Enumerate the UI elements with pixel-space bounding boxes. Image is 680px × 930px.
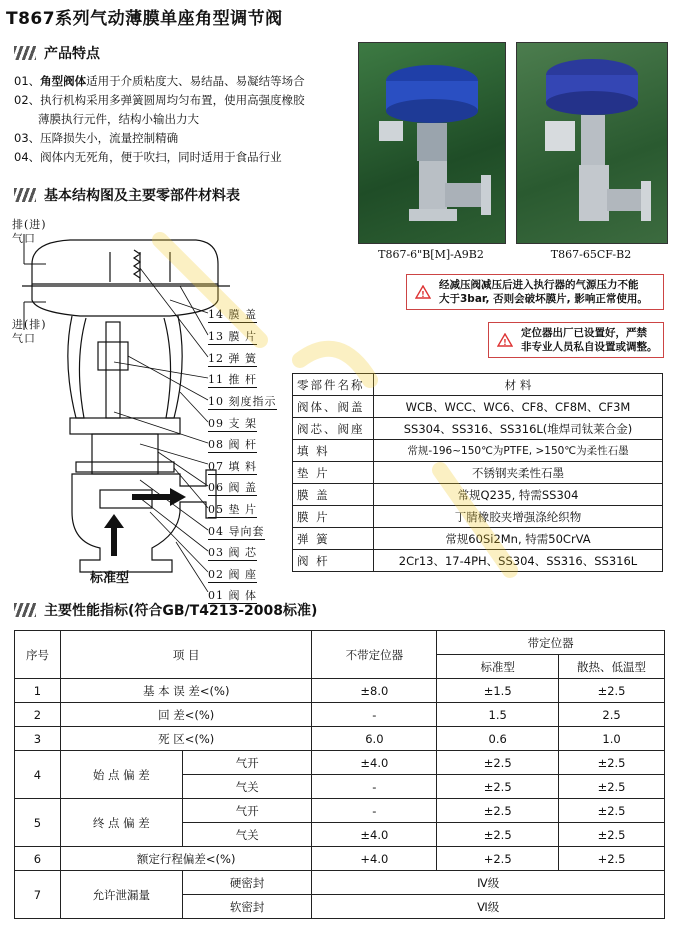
feature-item: 薄膜执行元件，结构小输出力大 <box>38 112 199 126</box>
table-cell: 膜 盖 <box>293 484 374 506</box>
part-label: 08 阀 杆 <box>208 438 257 451</box>
materials-table <box>292 373 663 572</box>
product-photo-2 <box>516 42 668 244</box>
feature-item: 01、角型阀体适用于介质粘度大、易结晶、易凝结等场合 <box>14 74 305 88</box>
table-cell: 垫 片 <box>293 462 374 484</box>
table-cell: 死 区<(%) <box>60 727 312 751</box>
section-header-features <box>14 43 100 63</box>
table-cell: ±1.5 <box>437 679 559 703</box>
section-marker-icon <box>14 46 36 60</box>
table-cell: Ⅵ级 <box>312 895 665 919</box>
section-marker-icon <box>14 188 36 202</box>
table-row <box>293 550 663 572</box>
table-row <box>15 679 665 703</box>
part-label: 07 填 料 <box>208 460 257 473</box>
table-cell: 3 <box>15 727 61 751</box>
table-header-cell: 项 目 <box>60 631 312 679</box>
table-cell: 2.5 <box>559 703 665 727</box>
photo-caption-2: T867-65CF-B2 <box>550 248 632 261</box>
table-cell: +2.5 <box>437 847 559 871</box>
table-header-row <box>293 374 663 396</box>
table-header-cell: 序号 <box>15 631 61 679</box>
table-cell: 常规Q235, 特需SS304 <box>374 484 663 506</box>
table-cell: 1.0 <box>559 727 665 751</box>
table-cell: WCB、WCC、WC6、CF8、CF8M、CF3M <box>374 396 663 418</box>
table-cell: 6.0 <box>312 727 437 751</box>
table-cell: 4 <box>15 751 61 799</box>
table-header-row <box>15 631 665 655</box>
svg-text:!: ! <box>503 338 507 347</box>
table-cell: 阀芯、阀座 <box>293 418 374 440</box>
model-label: 标准型 <box>90 571 130 586</box>
section-title: 基本结构图及主要零部件材料表 <box>44 188 240 204</box>
table-cell: 阀体、阀盖 <box>293 396 374 418</box>
part-label: 05 垫 片 <box>208 503 257 516</box>
part-label: 14 膜 盖 <box>208 308 257 321</box>
table-row <box>293 484 663 506</box>
table-cell: 0.6 <box>437 727 559 751</box>
warning-icon <box>497 333 513 347</box>
table-row <box>293 396 663 418</box>
table-row <box>293 462 663 484</box>
table-cell: +4.0 <box>312 847 437 871</box>
table-cell: SS304、SS316、SS316L(堆焊司钛莱合金) <box>374 418 663 440</box>
feature-item: 03、压降损失小，流量控制精确 <box>14 131 179 145</box>
table-cell: - <box>312 799 437 823</box>
warning-box-pressure: ! 经减压阀减压后进入执行器的气源压力不能 大于3bar, 否则会破坏膜片, 影响正常使用。 <box>406 274 664 310</box>
table-row <box>293 418 663 440</box>
table-cell: 硬密封 <box>182 871 312 895</box>
table-cell: 常规-196~150℃为PTFE, >150℃为柔性石墨 <box>374 440 663 462</box>
inlet-port-label: 进(排) 气口 <box>12 318 47 345</box>
table-cell: ±2.5 <box>559 823 665 847</box>
part-label: 06 阀 盖 <box>208 481 257 494</box>
table-cell: ±2.5 <box>559 775 665 799</box>
section-marker-icon <box>14 603 36 617</box>
table-cell: 气关 <box>182 775 312 799</box>
table-cell: 1.5 <box>437 703 559 727</box>
table-row <box>293 440 663 462</box>
table-cell: 额定行程偏差<(%) <box>60 847 312 871</box>
table-cell: 气开 <box>182 751 312 775</box>
table-row <box>15 751 665 775</box>
table-row <box>15 871 665 895</box>
table-cell: - <box>312 775 437 799</box>
table-cell: 2 <box>15 703 61 727</box>
table-cell: 常规60Si2Mn, 特需50CrVA <box>374 528 663 550</box>
warning-box-positioner: ! 定位器出厂已设置好，严禁 非专业人员私自设置或调整。 <box>488 322 664 358</box>
table-row <box>293 528 663 550</box>
feature-item: 02、执行机构采用多弹簧圆周均匀布置，使用高强度橡胶 <box>14 93 305 107</box>
table-header-cell: 带定位器 <box>437 631 665 655</box>
product-photo-1 <box>358 42 506 244</box>
table-cell: ±2.5 <box>437 775 559 799</box>
feature-list <box>14 72 305 167</box>
table-cell: 6 <box>15 847 61 871</box>
table-header-cell: 散热、低温型 <box>559 655 665 679</box>
table-cell: ±4.0 <box>312 751 437 775</box>
part-label: 01 阀 体 <box>208 589 257 602</box>
table-row <box>293 506 663 528</box>
photo-caption-1: T867-6"B[M]-A9B2 <box>378 248 484 261</box>
table-cell: 气开 <box>182 799 312 823</box>
table-cell: ±2.5 <box>559 679 665 703</box>
page-title: T867系列气动薄膜单座角型调节阀 <box>6 9 283 29</box>
table-cell: ±8.0 <box>312 679 437 703</box>
table-cell: 回 差<(%) <box>60 703 312 727</box>
table-cell: 丁腈橡胶夹增强涤纶织物 <box>374 506 663 528</box>
table-cell: 弹 簧 <box>293 528 374 550</box>
part-label: 02 阀 座 <box>208 568 257 581</box>
part-label: 13 膜 片 <box>208 330 257 343</box>
table-cell: - <box>312 703 437 727</box>
table-cell: 7 <box>15 871 61 919</box>
table-row <box>15 703 665 727</box>
table-row <box>15 847 665 871</box>
table-cell: +2.5 <box>559 847 665 871</box>
performance-table <box>14 630 665 919</box>
table-cell: 基 本 误 差<(%) <box>60 679 312 703</box>
table-cell: ±2.5 <box>559 751 665 775</box>
valve-photo-illustration <box>517 43 667 243</box>
table-cell: 5 <box>15 799 61 847</box>
table-header-cell: 材 料 <box>374 374 663 396</box>
table-cell: 膜 片 <box>293 506 374 528</box>
table-row <box>15 799 665 823</box>
table-cell: 始 点 偏 差 <box>60 751 182 799</box>
section-title: 主要性能指标(符合GB/T4213-2008标准) <box>44 603 318 619</box>
table-cell: ±2.5 <box>437 823 559 847</box>
table-cell: 1 <box>15 679 61 703</box>
part-label: 12 弹 簧 <box>208 352 257 365</box>
table-cell: ±2.5 <box>559 799 665 823</box>
table-header-cell: 零部件名称 <box>293 374 374 396</box>
section-header-structure <box>14 185 240 205</box>
table-cell: 2Cr13、17-4PH、SS304、SS316、SS316L <box>374 550 663 572</box>
valve-photo-illustration <box>359 43 505 243</box>
part-label: 04 导向套 <box>208 525 265 538</box>
exhaust-port-label: 排(进) 气口 <box>12 218 47 245</box>
table-header-cell: 不带定位器 <box>312 631 437 679</box>
table-cell: 不锈钢夹柔性石墨 <box>374 462 663 484</box>
table-cell: 允许泄漏量 <box>60 871 182 919</box>
table-row <box>15 727 665 751</box>
part-label: 09 支 架 <box>208 417 257 430</box>
table-cell: 填 料 <box>293 440 374 462</box>
section-header-performance <box>14 600 317 620</box>
feature-item: 04、阀体内无死角，便于吹扫，同时适用于食品行业 <box>14 150 282 164</box>
section-title: 产品特点 <box>44 46 100 62</box>
table-header-cell: 标准型 <box>437 655 559 679</box>
table-cell: ±2.5 <box>437 799 559 823</box>
warning-icon <box>415 285 431 299</box>
svg-text:!: ! <box>421 290 425 299</box>
part-label: 03 阀 芯 <box>208 546 257 559</box>
table-cell: 终 点 偏 差 <box>60 799 182 847</box>
table-cell: 气关 <box>182 823 312 847</box>
table-cell: Ⅳ级 <box>312 871 665 895</box>
table-cell: ±4.0 <box>312 823 437 847</box>
part-label: 10 刻度指示 <box>208 395 277 408</box>
table-cell: ±2.5 <box>437 751 559 775</box>
table-cell: 阀 杆 <box>293 550 374 572</box>
table-cell: 软密封 <box>182 895 312 919</box>
part-label: 11 推 杆 <box>208 373 257 386</box>
